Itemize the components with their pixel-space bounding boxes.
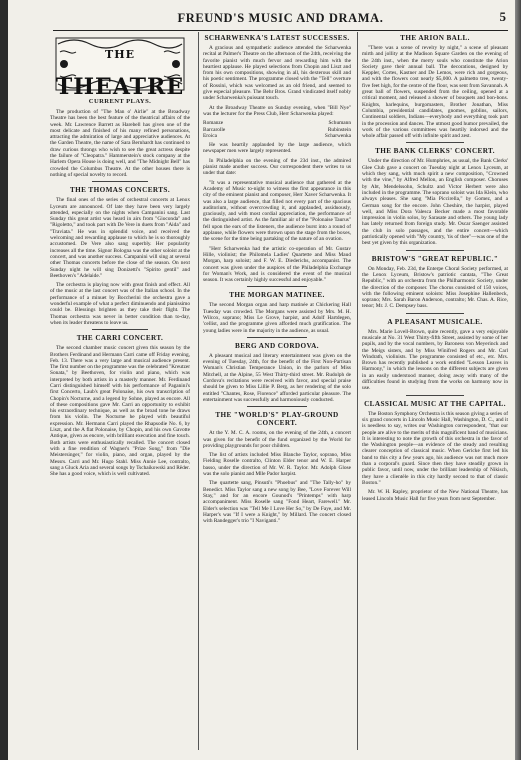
- program-piece: Eroica: [203, 132, 217, 139]
- morgan-text: The second Morgan organ and harp matinée at Chickering Hall Tuesday was crowded. The Morgans were assisted by Mrs. M. H. Wilcox, soprano; Miss Le Grove, harpist, and Adolf Hartdegen, 'cellist, and the programme given afforded much gratification. The young ladies were in the majority in the audience, as usual.: [203, 302, 351, 334]
- arion-heading: THE ARION BALL.: [400, 34, 470, 42]
- masthead-theatre: THEATRE: [55, 74, 185, 100]
- separator: [92, 181, 148, 182]
- berg-cordova-text: A pleasant musical and literary entertainment was given on the evening of Tuesday, 24th, for the benefit of the First Non-Partisan Woman's Christian Temperance Union, in the parlors of Miss Mitchell, at the Alpine, 55 West Thirty-third street. Mr. Rudolph de Cordova's recitations were received with favor, and special praise should be given to Miss Lillie P. Berg, as her rendering of the solo entitled "Chantes, Rose, Florence" afforded particular pleasure. The entertainment was successfully and harmoniously conducted.: [203, 352, 351, 403]
- newspaper-page: [8, 0, 515, 760]
- scharwenka-program: [203, 120, 351, 139]
- scharwenka-heading: SCHARWENKA'S LATEST SUCCESSES.: [204, 34, 350, 42]
- bank-clerks-text: Under the direction of Mr. Humphries, as usual, the Bank Clerks' Glee Club gave a concert on Tuesday night at Lenox Lyceum, at which they sang, with much spirit a new composition, "Crowned with the vine," by Alfred Mellon, an English composer. Choruses by Abt, Mendelssohn, Schultz and Victor Herbert were also included in the programme. The soprano soloist was Ida Klein, who always pleases. She sang "Mia Piccirella," by Gomez, and a German song for the encore. John Cheshire, the harpist, played well, and Miss Dora Valesca Becker made a most favorable impression in violin solos, by Sarasate and others. The young lady has lately returned from foreign study. Mr. Oscar Saenger assisted the club in solo passages, and the entire concert—which patriotically opened with "My country, 'tis of thee"—was one of the best yet given by this organization.: [362, 158, 508, 247]
- program-row: [203, 133, 351, 139]
- berg-cordova-heading: BERG AND CORDOVA.: [235, 341, 319, 350]
- separator: [247, 406, 306, 407]
- column-1: [50, 34, 190, 752]
- capital-heading: CLASSICAL MUSIC AT THE CAPITAL.: [364, 399, 506, 408]
- program-composer: Schumann: [328, 120, 351, 127]
- current-plays-text: The production of "The Man o' Airlie" at the Broadway Theatre has been the best feature of the theatrical affairs of the week. Mr. Lawrence Barrett as Harebell has given one of the most delicate and finished of his many refined personations, attracting the admiration of large and appreciative audiences. At the Garden Theatre, the name of Sara Bernhardt has continued to draw curious throngs who wish to see the great actress despite the failure of "Cleopatra." Hammerstein's stock company at the Harlem Opera House is doing well, and "The Midnight Bell" has crowded the Columbus Theatre. At the other houses there is nothing of special novelty to record.: [50, 109, 190, 178]
- worlds-heading: THE "WORLD'S" PLAY-GROUND CONCERT.: [215, 411, 339, 428]
- thomas-concerts-para-1: The final ones of the series of orchestral concerts at Lenox Lyceum are announced. Of late they have been very largely attended, especially on the nights when Campanini sang. Last Sunday this great artist was heard in airs from "Gioconda" and "Rigoletto," and took part with De Vere in duets from "Aida" and "Traviata." He was in splendid voice, and received the welcoming and rewarding applause to which he is so thoroughly accustomed. De Vere also sang superbly. Her popularity increases all the time. Signor Bologna was the other soloist at the concert, and was another success. Campanini will sing at several other Thomas concerts before the close of the season. On next Sunday night he will sing Donizetti's "Spirito gentil" and Beethoven's "Adelaide.": [50, 197, 190, 279]
- morgan-heading: THE MORGAN MATINEE.: [229, 291, 325, 300]
- worlds-para-2: The list of artists included Miss Blanche Taylor, soprano, Miss Fielding Roselle contralto, Clinton Elder tenor and W. E. Harper basso, under the direction of Mr. W. R. Taylor. Mr. Adolph Glose was the solo pianist and Mlle Pador harpist.: [203, 452, 351, 478]
- masthead-the: THE: [105, 48, 135, 61]
- column-rule-left: [198, 32, 199, 750]
- program-piece: Romanze: [203, 120, 224, 127]
- scharwenka-para-5: "It was a representative musical audience that gathered at the Academy of Music to-night to witness the first appearance in this city of the eminent pianist and composer, Herr Xaver Scharwenka. It was also a large audience, that filled not every part of the spacious auditorium, without overcrowding it, and applauded, assiduously, graciously, and with most cordial appreciation, the performance of the distinguished artist. As the familiar air of the "Polonaise Taurus" fell upon the ears of the listeners, the audience burst into a round of applause, while flowers were thrown upon the stage from the boxes, the scene for the time being partaking of the nature of an ovation.: [203, 179, 351, 243]
- scharwenka-para-3: He was heartily applauded by the large audience, which newspaper men were largely represented.: [203, 142, 351, 155]
- scharwenka-para-4: In Philadelphia on the evening of the 23d inst., the admired pianist made another success. Our correspondent there writes to us under that date:: [203, 157, 351, 177]
- separator: [247, 337, 306, 338]
- bank-clerks-heading: THE BANK CLERKS' CONCERT.: [375, 147, 495, 156]
- carri-concert-text: The second chamber music concert given this season by the Brothers Ferdinand and Hermann Carri came off Friday evening, Feb. 13. There was a very large and musical audience present. The first number on the programme was the celebrated "Kreutzer Sonata," by Beethoven, for violin and piano, which was interpreted by both artists in a masterly manner. Mr. Ferdinand Carri distinguished himself with his performance of Paganini's first Concerto, Laub's great Polonaise, his own transcription of Chopin's Nocturne, and a legend by Sohne, played as encore. All of these compositions gave Mr. Carri an opportunity to exhibit his extraordinary technique, as well as the broad tone he draws from his violin. The Nocturne he played with beautiful expression. Mr. Hermann Carri played the Rhapsodie No. 6, by Liszt, and the A flat Polonaise, by Chopin, and his own Gavotte Antique, given as encore, with brilliant execution and fine touch. Both artists were enthusiastically recalled. The concert closed with a fine rendition of Wagner's "Prize Song," from "Die Meistersinger," for violin, piano, and organ, played by the Messrs. Carri and Mr. Hugo Stahl. Miss Annie Lee, contralto, sang a Gluck Aria and several songs by Tschaikowski and Rëder. She has a good voice, which is well cultivated.: [50, 345, 190, 478]
- worlds-para-3: The quartette sang, Pinsuti's "Phoebus" and "The Tally-ho" by Benedict. Miss Taylor sang a new song by Bee, "Love Forever Will Stay," and for an encore Gounod's "Printemps" with harp accompaniment. Miss Roselle sang "Fond Heart, Farewell." Mr. Elder's selection was "Tell Me I Love Her So," by De Faye, and Mr. Harper's was "If I were a Knight," by Millard. The concert closed with Randegger's trio "I Naviganti.": [203, 480, 351, 525]
- thomas-concerts-para-2: The orchestra is playing now with great finish and effect. All of the music at the last concert was of the Italian school. In the performance of a minuet by Boccherini the orchestra gave a wonderful example of what a perfect diminuendo and pianissimo could be. Blessings brighten as they take their flight. The Thomas orchestra was never in better condition than to-day, when its leader threatens to leave us.: [50, 282, 190, 326]
- program-composer: Scharwenka: [324, 132, 351, 139]
- carri-concert-heading: THE CARRI CONCERT.: [76, 334, 164, 343]
- arion-text: "There was a scene of revelry by night," a scene of pleasant mirth and jollity at the Madison Square Garden on the evening of the 24th inst., when the merry souls who constitute the Arion Society gave their annual ball. The decorations, designed by Keppler, Cortes, Kastner and De Lemos, were rich and gorgeous, and with the flowers cost nearly $5,000. A palmetto tree, twenty-five feet high, for the centre of the floor, was sent from Savannah. A great ball of flowers, suspended from the ceiling, opened at a critical moment, and released a shower of bouquets and bon-bons. Knights, harlequins, burgomasters, Brother Jonathan, Miss Columbia, presidential candidates, gnomes, goblins, sailors, Continental soldiers, Indians—everybody and everything took part in the procession and dances. The utmost good humor prevailed, the work of the various committees was heartily indorsed and the whole affair passed off with infinite spirit and zest.: [362, 45, 508, 140]
- separator: [406, 395, 464, 396]
- bristow-text: On Monday, Feb. 23d, the Enterpe Choral Society performed, at the Lenox Lyceum, Bristow's patriotic cantata, "The Great Republic," with an orchestra from the Philharmonic Society, under the direction of the composer. The chorus consisted of 150 voices, with the following eminent soloists: Miss Josephine Hallenbeck, soprano; Mrs. Sarah Baron Anderson, contralto; Mr. Chas. A. Rice, tenor; Mr. J. C. Dempsey bass.: [362, 265, 508, 310]
- program-piece: Barcarolle: [203, 126, 226, 133]
- masthead-title: [54, 48, 186, 100]
- separator: [406, 313, 464, 314]
- separator: [406, 250, 464, 251]
- current-plays-heading: CURRENT PLAYS.: [88, 98, 152, 105]
- running-title: FREUND'S MUSIC AND DRAMA.: [177, 11, 384, 25]
- separator: [406, 142, 464, 143]
- scharwenka-para-2: At the Broadway Theatre on Sunday evening, when "Bill Nye" was the lecturer for the Press Club, Herr Scharwenka played:: [203, 104, 351, 117]
- separator: [247, 286, 306, 287]
- page-number: 5: [499, 9, 506, 24]
- separator: [92, 329, 148, 330]
- pleasant-musicale-text: Mrs. Marie Lovell-Brown, quite recently, gave a very enjoyable musicale at No. 31 West Thirty-fifth Street, assisted by some of her pupils, and by the vocal numbers, by Baroness von Meyerinck and the Meigs sisters, and by Miss Winifred Rogers and Mr. Carl Windrath, violinists. The programme consisted of etc., etc. Mrs. Brown has recently published a work entitled "Lesson Leaves in Harmony," in which the lessons on the different subjects are given in an easily understood manner, doing away with many of the difficulties found in studying from the works on harmony now in use.: [362, 328, 508, 392]
- column-rule-right: [357, 32, 358, 750]
- column-3: [362, 34, 508, 752]
- program-composer: Rubinstein: [327, 126, 351, 133]
- scharwenka-para-6: "Herr Scharwenka had the artistic co-operation of Mr. Gustav Hille, violinist; the Philomela Ladies' Quartette and Miss Maud Morgan, harp soloist; and F. W. E. Diederichs, accompanist. The concert was given under the auspices of the Philadelphia Exchange for Woman's Work, and is considered the event of the musical season. It was certainly highly successful and enjoyable.": [203, 245, 351, 284]
- capital-para-2: Mr. W. H. Rapley, proprietor of the New National Theatre, has leased Lincoln Music Hall for five years from next September.: [362, 489, 508, 502]
- bristow-heading: BRISTOW'S "GREAT REPUBLIC.": [371, 254, 499, 263]
- pleasant-musicale-heading: A PLEASANT MUSICALE.: [387, 317, 483, 326]
- column-2: [203, 34, 351, 752]
- page-header: [53, 6, 508, 31]
- theatre-masthead: [54, 34, 186, 100]
- worlds-para-1: At the Y. M. C. A. rooms, on the evening of the 24th, a concert was given for the benefit of the fund organized by the World for providing playgrounds for poor children.: [203, 430, 351, 449]
- thomas-concerts-heading: THE THOMAS CONCERTS.: [69, 186, 171, 195]
- scharwenka-para-1: A gracious and sympathetic audience attended the Scharwenka recital at Palmer's Theatre on the afternoon of the 24th, receiving the favorite pianist with much fervor and rewarding him with the heartiest applause. He played selections from Chopin and Liszt and from his own compositions, showing in all, his dexterous skill and his poetic sentiment. The programme closed with the "Tell" overture of Rossini, which was welcomed as an old friend, and seemed to give especial pleasure. The Behr Bros. Grand vindicated itself nobly under Scharwenka's puissant touch.: [203, 45, 351, 102]
- capital-para-1: The Boston Symphony Orchestra is this season giving a series of six grand concerts in Lincoln Music Hall, Washington, D. C., and it is needless to say, writes our Washington correspondent, "that our people are alive to the merits of this magnificent band of musicians. It is interesting to note the growth of this orchestra in the favor of the Washington people—an evidence of the steady and resulting clearer conception of classical music. When Gericke first led his band to this city a few years ago, his audience was not much more than a corporal's guard. Since then they have steadily grown in public favor, until now, under the brilliant leadership of Nikisch, they have a clientèle in this city hardly second to that of classic Boston.": [362, 410, 508, 486]
